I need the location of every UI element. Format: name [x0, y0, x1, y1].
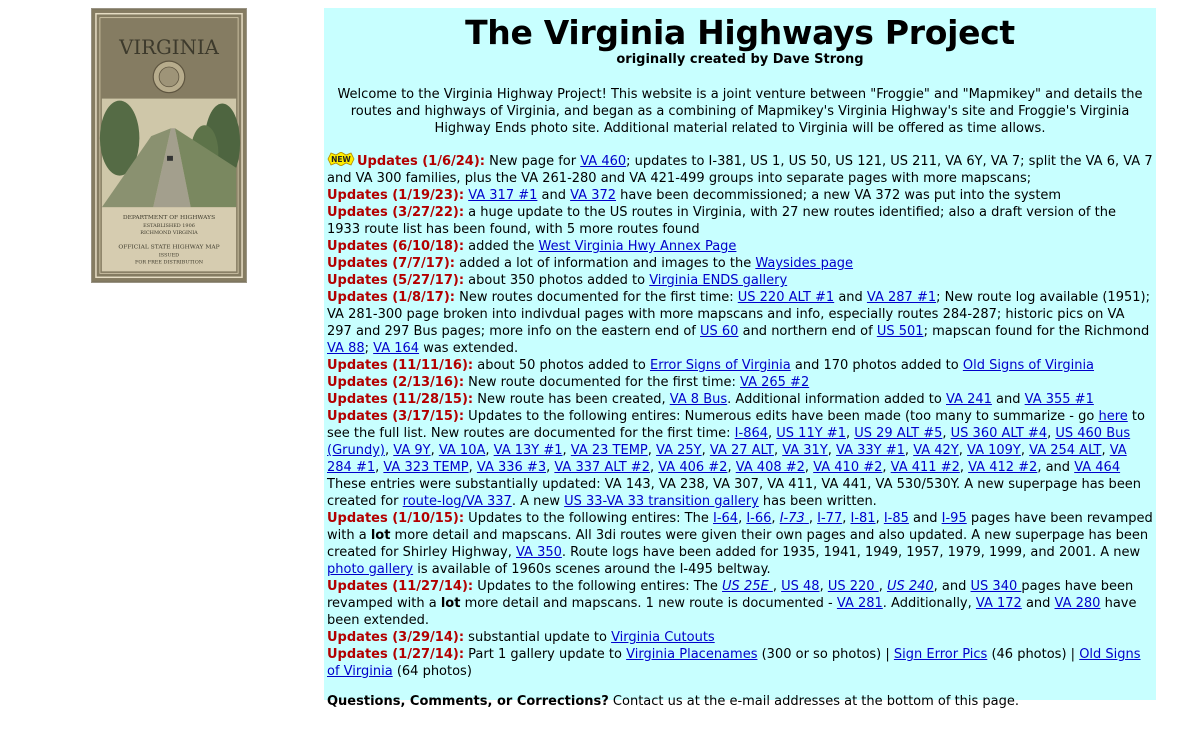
update-link[interactable]: Virginia Cutouts [611, 630, 715, 645]
update-date-label: Updates (1/19/23): [327, 188, 465, 203]
update-text: (46 photos) | [987, 647, 1080, 662]
update-link[interactable]: US 220 [827, 579, 879, 594]
update-text: Part 1 gallery update to [464, 647, 627, 662]
update-text: , [878, 579, 887, 594]
update-link[interactable]: I-73 [779, 511, 809, 526]
update-link[interactable]: VA 33Y #1 [836, 443, 905, 458]
update-text: , [819, 579, 828, 594]
update-entry [327, 204, 1153, 238]
update-text: , [485, 443, 494, 458]
update-text: , [959, 460, 969, 475]
update-link[interactable]: VA 23 TEMP [570, 443, 648, 458]
update-entry [327, 391, 1153, 408]
update-link[interactable]: I-95 [941, 511, 967, 526]
update-link[interactable]: VA 10A [438, 443, 486, 458]
update-text: , [768, 426, 777, 441]
update-link[interactable]: VA 372 [570, 188, 617, 203]
update-link[interactable]: VA 281 [836, 596, 883, 611]
update-link[interactable]: VA 336 #3 [476, 460, 547, 475]
update-text: , [882, 460, 891, 475]
update-text: about 350 photos added to [464, 273, 650, 288]
update-text: , [701, 443, 710, 458]
update-link[interactable]: US 460 Bus (Grundy) [327, 426, 1131, 458]
update-link[interactable]: US 33-VA 33 transition gallery [564, 494, 759, 509]
update-text: , [727, 460, 736, 475]
update-link[interactable]: VA 9Y [393, 443, 431, 458]
update-entry [327, 374, 1153, 391]
update-text: . Additionally, [882, 596, 976, 611]
update-text: New route has been created, [473, 392, 670, 407]
update-entry [327, 408, 1153, 510]
welcome-intro: Welcome to the Virginia Highway Project! This website is a joint venture between "Froggie" and "Mapmikey" and details the routes and highways of Virginia, and began as a combining of Mapmikey's Virginia Highway's site and Froggie's Virginia Highway Ends photo site. Additional material related to Virginia will be offered as time allows. [337, 87, 1143, 136]
update-emphasis: lot [370, 528, 391, 543]
update-text: and [537, 188, 571, 203]
update-text: , [958, 443, 968, 458]
update-text: New page for [485, 154, 581, 169]
update-link[interactable]: US 340 [970, 579, 1022, 594]
update-text: , [904, 443, 914, 458]
update-text: a huge update to the US routes in Virginia, with 27 new routes identified; also a draft version of the 1933 route list has been found, with 5 more routes found [327, 205, 1116, 237]
update-text: , [430, 443, 439, 458]
update-link[interactable]: VA 254 ALT [1029, 443, 1102, 458]
update-date-label: Updates (7/7/17): [327, 256, 455, 271]
update-link[interactable]: VA 172 [975, 596, 1022, 611]
update-link[interactable]: US 48 [781, 579, 820, 594]
update-text: , [942, 426, 951, 441]
update-text: ; mapscan found for the Richmond [923, 324, 1150, 339]
update-text: . Route logs have been added for 1935, 1941, 1949, 1957, 1979, 1999, and 2001. A new [561, 545, 1141, 560]
update-text: , [875, 511, 884, 526]
update-date-label: Updates (5/27/17): [327, 273, 465, 288]
update-link[interactable]: VA 27 ALT [709, 443, 774, 458]
cover-map-line: OFFICIAL STATE HIGHWAY MAP [118, 244, 220, 251]
update-text: have been extended. [327, 596, 1137, 628]
update-text: , [804, 460, 814, 475]
update-link[interactable]: VA 337 ALT #2 [554, 460, 650, 475]
page-subtitle: originally created by Dave Strong [616, 52, 864, 67]
update-text: , and [933, 579, 971, 594]
update-text: Updates to the following entires: The [464, 511, 713, 526]
update-link[interactable]: US 220 ALT #1 [737, 290, 835, 305]
update-link[interactable]: VA 287 #1 [866, 290, 937, 305]
update-text: and [991, 392, 1025, 407]
update-text: added the [464, 239, 539, 254]
main-content-panel [324, 8, 1156, 709]
update-text: , [845, 426, 855, 441]
update-text: New routes documented for the first time: [455, 290, 738, 305]
update-link[interactable]: I-85 [883, 511, 909, 526]
update-text: , [773, 443, 783, 458]
update-link[interactable]: VA 42Y [913, 443, 959, 458]
update-link[interactable]: VA 88 [327, 341, 365, 356]
update-text: substantial update to [464, 630, 612, 645]
update-text: , [827, 443, 837, 458]
update-entry [327, 187, 1153, 204]
update-link[interactable]: Waysides page [755, 256, 854, 271]
update-link[interactable]: I-64 [713, 511, 739, 526]
update-text: about 50 photos added to [473, 358, 650, 373]
update-text: , [375, 460, 384, 475]
update-entry [327, 289, 1153, 357]
update-text: , [772, 579, 782, 594]
update-link[interactable]: I-864 [734, 426, 769, 441]
update-text: pages have been revamped with a [327, 511, 1153, 543]
update-date-label: Updates (11/11/16): [327, 358, 474, 373]
update-link[interactable]: US 240 [886, 579, 934, 594]
update-text: , [562, 443, 571, 458]
update-emphasis: lot [440, 596, 461, 611]
update-link[interactable]: VA 406 #2 [658, 460, 728, 475]
update-text: and [1021, 596, 1055, 611]
update-text: . Additional information added to [727, 392, 946, 407]
update-date-label: Updates (3/29/14): [327, 630, 465, 645]
update-text: , and [1037, 460, 1075, 475]
update-link[interactable]: VA 164 [373, 341, 420, 356]
contact-note [327, 693, 1153, 710]
update-link[interactable]: VA 8 Bus [669, 392, 728, 407]
update-entry [327, 272, 1153, 289]
update-entry [327, 646, 1153, 680]
update-text: , [808, 511, 818, 526]
update-entry [327, 152, 1153, 187]
update-link[interactable]: photo gallery [327, 562, 414, 577]
new-badge-text: NEW [331, 155, 351, 164]
update-link[interactable]: Error Signs of Virginia [649, 358, 791, 373]
update-link[interactable]: Old Signs of Virginia [962, 358, 1095, 373]
update-text: have been decommissioned; a new VA 372 was put into the system [616, 188, 1062, 203]
update-text: , [842, 511, 851, 526]
update-text: , [647, 443, 657, 458]
update-date-label: Updates (1/8/17): [327, 290, 455, 305]
update-text: , [649, 460, 659, 475]
update-text: more detail and mapscans. All 3di routes were given their own pages and also updated. A new superpage has been created for Shirley Highway, [327, 528, 1149, 560]
update-text: ; [364, 341, 374, 356]
cover-city: RICHMOND VIRGINIA [140, 229, 198, 236]
update-text: , [1047, 426, 1056, 441]
update-text: more detail and mapscans. 1 new route is documented - [460, 596, 837, 611]
update-text: has been written. [758, 494, 877, 509]
update-text: , [546, 460, 555, 475]
update-link[interactable]: US 360 ALT #4 [950, 426, 1048, 441]
update-link[interactable]: VA 460 [580, 154, 627, 169]
update-link[interactable]: VA 280 [1054, 596, 1101, 611]
page-title: The Virginia Highways Project [465, 13, 1015, 52]
update-text: , [1101, 443, 1110, 458]
cover-free: FOR FREE DISTRIBUTION [134, 259, 204, 266]
update-text: Updates to the following entires: Numerous edits have been made (too many to summarize - go [464, 409, 1099, 424]
update-link[interactable]: VA 25Y [656, 443, 702, 458]
update-link[interactable]: route-log/VA 337 [402, 494, 512, 509]
update-text: . A new [511, 494, 565, 509]
update-link[interactable]: US 60 [700, 324, 739, 339]
update-entry [327, 629, 1153, 646]
update-link[interactable]: US 29 ALT #5 [854, 426, 943, 441]
update-text: , [771, 511, 780, 526]
update-link[interactable]: here [1098, 409, 1128, 424]
update-text: , [738, 511, 747, 526]
update-link[interactable]: VA 323 TEMP [383, 460, 469, 475]
update-text: and 170 photos added to [790, 358, 963, 373]
contact-question: Questions, Comments, or Corrections? [327, 694, 609, 709]
update-link[interactable]: I-81 [850, 511, 876, 526]
update-text: New route documented for the first time: [464, 375, 741, 390]
update-link[interactable]: VA 265 #2 [740, 375, 810, 390]
cover-established: ESTABLISHED 1906 [143, 222, 195, 229]
update-text: added a lot of information and images to the [455, 256, 756, 271]
update-text: and northern end of [738, 324, 877, 339]
update-link[interactable]: Sign Error Pics [893, 647, 988, 662]
update-date-label: Updates (11/27/14): [327, 579, 474, 594]
update-link[interactable]: VA 284 #1 [327, 443, 1127, 475]
update-date-label: Updates (6/10/18): [327, 239, 465, 254]
update-date-label: Updates (1/6/24): [357, 154, 485, 169]
update-text: Updates to the following entires: The [473, 579, 723, 594]
updates-list [327, 152, 1153, 680]
update-text: These entries were substantially updated: VA 143, VA 238, VA 307, VA 411, VA 441, VA 530/530Y. A new superpage has been created for [327, 477, 1142, 509]
cover-title: VIRGINIA [119, 36, 219, 60]
update-text: ; New route log available (1951); VA 281-300 page broken into indivdual pages with more mapscans and info, especially routes 284-287; historic pics on VA 297 and 297 Bus pages; more info on the eastern end of [327, 290, 1150, 339]
update-date-label: Updates (11/28/15): [327, 392, 474, 407]
update-entry [327, 510, 1153, 578]
update-text: , [1020, 443, 1030, 458]
update-link[interactable]: West Virginia Hwy Annex Page [538, 239, 737, 254]
update-entry [327, 578, 1153, 629]
update-link[interactable]: Old Signs of Virginia [327, 647, 1141, 679]
update-text: , [385, 443, 394, 458]
update-link[interactable]: VA 31Y [782, 443, 828, 458]
map-cover-image [91, 8, 247, 283]
update-text: and [834, 290, 867, 305]
update-link[interactable]: VA 412 #2 [968, 460, 1038, 475]
update-link[interactable]: VA 410 #2 [813, 460, 883, 475]
update-text: is available of 1960s scenes around the I-495 beltway. [413, 562, 771, 577]
update-link[interactable]: VA 355 #1 [1024, 392, 1094, 407]
update-link[interactable]: VA 317 #1 [468, 188, 538, 203]
update-text: was extended. [419, 341, 519, 356]
update-entry [327, 357, 1153, 374]
update-entry [327, 238, 1153, 255]
update-text: , [468, 460, 477, 475]
update-entry [327, 255, 1153, 272]
update-link[interactable]: I-77 [817, 511, 843, 526]
update-link[interactable]: VA 350 [515, 545, 562, 560]
update-date-label: Updates (1/10/15): [327, 511, 465, 526]
update-link[interactable]: VA 464 [1074, 460, 1121, 475]
update-text: (300 or so photos) | [757, 647, 894, 662]
update-date-label: Updates (2/13/16): [327, 375, 465, 390]
update-link[interactable]: Virginia Placenames [626, 647, 758, 662]
update-link[interactable]: US 11Y #1 [776, 426, 846, 441]
update-text: to see the full list. New routes are documented for the first time: [327, 409, 1145, 441]
update-date-label: Updates (3/17/15): [327, 409, 465, 424]
update-text: (64 photos) [392, 664, 472, 679]
update-text: pages have been revamped with a [327, 579, 1134, 611]
update-link[interactable]: VA 13Y #1 [493, 443, 563, 458]
contact-text: Contact us at the e-mail addresses at the bottom of this page. [608, 694, 1020, 709]
update-link[interactable]: VA 411 #2 [890, 460, 960, 475]
update-date-label: Updates (3/27/22): [327, 205, 465, 220]
update-link[interactable]: I-66 [746, 511, 772, 526]
update-text: ; updates to I-381, US 1, US 50, US 121, US 211, VA 6Y, VA 7; split the VA 6, VA 7 and VA 300 families, plus the VA 261-280 and VA 421-499 groups into separate pages with more mapscans; [327, 154, 1153, 186]
cover-dept: DEPARTMENT OF HIGHWAYS [122, 215, 216, 222]
update-text: and [908, 511, 942, 526]
update-link[interactable]: US 25E [722, 579, 773, 594]
update-link[interactable]: Virginia ENDS gallery [649, 273, 788, 288]
update-link[interactable]: US 501 [876, 324, 924, 339]
update-link[interactable]: VA 241 [946, 392, 992, 407]
new-badge-icon [327, 152, 355, 166]
cover-issued: ISSUED [158, 252, 180, 259]
update-link[interactable]: VA 408 #2 [735, 460, 805, 475]
update-date-label: Updates (1/27/14): [327, 647, 465, 662]
update-link[interactable]: VA 109Y [967, 443, 1021, 458]
